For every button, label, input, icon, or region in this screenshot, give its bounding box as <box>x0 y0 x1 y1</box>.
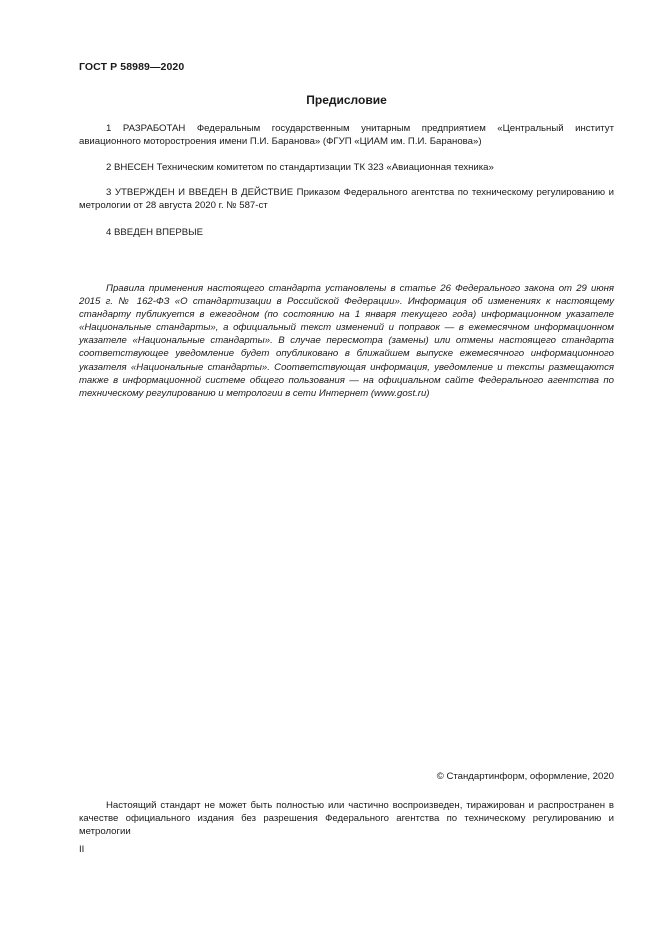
foreword-item-3: 3 УТВЕРЖДЕН И ВВЕДЕН В ДЕЙСТВИЕ Приказом Федерального агентства по техническому регулированию и метрологии от 28 августа 2020 г. № 587-ст <box>79 187 614 211</box>
standard-code: ГОСТ Р 58989—2020 <box>79 61 185 73</box>
foreword-item-4: 4 ВВЕДЕН ВПЕРВЫЕ <box>106 227 204 238</box>
page-title: Предисловие <box>306 93 387 107</box>
foreword-item-1: 1 РАЗРАБОТАН Федеральным государственным унитарным предприятием «Центральный институт авиационного моторостроения имени П.И. Баранова» (ФГУП «ЦИАМ им. П.И. Баранова») <box>79 123 614 147</box>
page-number: II <box>79 844 85 855</box>
application-rules-notice: Правила применения настоящего стандарта установлены в статье 26 Федерального закона от 29 июня 2015 г. № 162-ФЗ «О стандартизации в Российской Федерации». Информация об изменениях к настоящему стандарту публикуется в ежегодном (по состоянию на 1 января текущего года) информационном указателе «Национальные стандарты», а официальный текст изменений и поправок — в ежемесячном информационном указателе «Национальные стандарты». В случае пересмотра (замены) или отмены настоящего стандарта соответствующее уведомление будет опубликовано в ближайшем выпуске ежемесячного информационного указателя «Национальные стандарты». Соответствующая информация, уведомление и тексты размещаются также в информационной системе общего пользования — на официальном сайте Федерального агентства по техническому регулированию и метрологии в сети Интернет (www.gost.ru) <box>79 283 614 399</box>
reproduction-notice: Настоящий стандарт не может быть полностью или частично воспроизведен, тиражирован и распространен в качестве официального издания без разрешения Федерального агентства по техническому регулированию и метрологии <box>79 800 614 837</box>
foreword-item-2: 2 ВНЕСЕН Техническим комитетом по стандартизации ТК 323 «Авиационная техника» <box>106 162 494 173</box>
copyright-line: © Стандартинформ, оформление, 2020 <box>436 771 614 782</box>
